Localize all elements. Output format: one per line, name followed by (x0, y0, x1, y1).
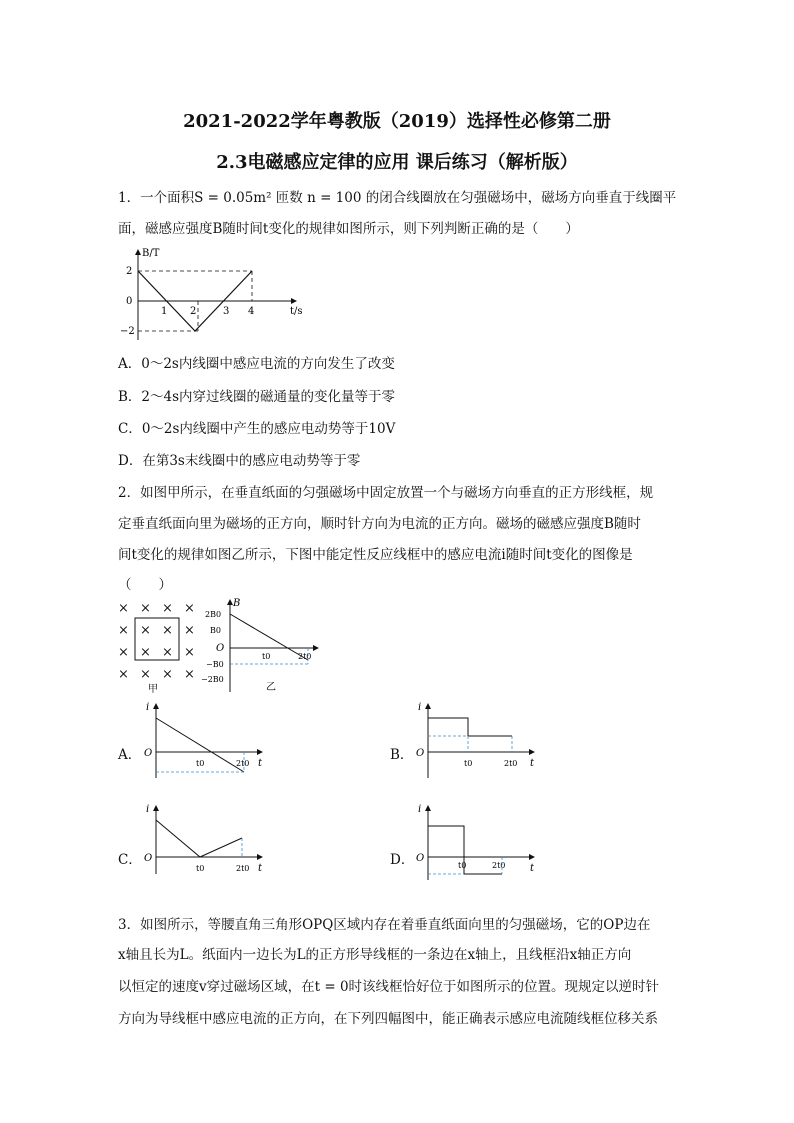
tick-b0: B0 (210, 626, 221, 635)
q2-option-c-graph[interactable] (140, 802, 270, 877)
fig-yi-label: 乙 (266, 682, 276, 693)
q1-stem-line1: 1．一个面积S = 0.05m² 匝数 n = 100 的闭合线圈放在匀强磁场中，磁场方向垂直于线圈平 (118, 190, 677, 206)
q2-option-c-label[interactable]: C． (118, 852, 142, 868)
svg-text:×: × (118, 667, 129, 682)
svg-text:×: × (162, 645, 173, 660)
svg-text:×: × (140, 623, 151, 638)
doc-title-line2: 2.3电磁感应定律的应用 课后练习（解析版） (216, 152, 578, 173)
tick-t0: t0 (196, 759, 205, 768)
tick-t0: t0 (262, 652, 271, 661)
svg-text:×: × (162, 623, 173, 638)
tick-neg-2b0: −2B0 (201, 675, 224, 684)
origin-label: O (144, 853, 153, 864)
q3-stem-line1: 3．如图所示，等腰直角三角形OPQ区域内存在着垂直纸面向里的匀强磁场，它的OP边在 (118, 917, 651, 933)
svg-text:×: × (118, 601, 129, 616)
i-axis-label: i (146, 804, 150, 815)
q2-fig-jia (112, 598, 208, 694)
q1-option-d[interactable]: D．在第3s末线圈中的感应电动势等于零 (118, 453, 361, 469)
t-axis-label: t (530, 863, 535, 874)
q2-stem-line1: 2．如图甲所示，在垂直纸面的匀强磁场中固定放置一个与磁场方向垂直的正方形线框，规 (118, 485, 654, 501)
x-tick-4: 4 (248, 306, 255, 317)
q2-option-d-label[interactable]: D． (390, 852, 415, 868)
q2-option-a-label[interactable]: A． (118, 747, 142, 763)
origin-label: O (144, 748, 153, 759)
y-tick-0: 0 (126, 296, 133, 307)
i-line (156, 820, 242, 857)
t-axis-label: t (258, 863, 263, 874)
svg-text:×: × (184, 645, 195, 660)
tick-2t0: 2t0 (236, 864, 250, 873)
i-axis-label: i (418, 804, 422, 815)
q1-bt-chart (118, 244, 308, 344)
t-axis-label: t (530, 758, 535, 769)
t-axis-label: t (258, 758, 263, 769)
tick-t0: t0 (458, 861, 467, 870)
q2-option-a-graph[interactable] (140, 700, 270, 780)
q2-stem-line4: （ ） (118, 577, 172, 593)
x-tick-1: 1 (161, 306, 168, 317)
svg-text:×: × (184, 623, 195, 638)
svg-text:×: × (140, 645, 151, 660)
i-axis-label: i (146, 702, 150, 713)
b-axis-label: B (233, 598, 241, 609)
fig-jia-label: 甲 (148, 684, 158, 694)
tick-2t0: 2t0 (492, 861, 506, 870)
q1-option-b[interactable]: B．2～4s内穿过线圈的磁通量的变化量等于零 (118, 389, 396, 405)
svg-text:×: × (162, 667, 173, 682)
q1-option-a[interactable]: A．0～2s内线圈中感应电流的方向发生了改变 (118, 356, 395, 372)
q3-stem-line4: 方向为导线框中感应电流的正方向，在下列四幅图中，能正确表示感应电流随线框位移关系 (118, 1011, 658, 1027)
i-axis-label: i (418, 702, 422, 713)
svg-text:×: × (184, 601, 195, 616)
q1-stem-line2: 面，磁感应强度B随时间t变化的规律如图所示，则下列判断正确的是（ ） (118, 221, 579, 237)
x-tick-3: 3 (223, 306, 230, 317)
q3-stem-line3: 以恒定的速度v穿过磁场区域，在t = 0时该线框恰好位于如图所示的位置。现规定以逆时针 (118, 979, 660, 995)
q2-stem-line3: 间t变化的规律如图乙所示，下图中能定性反应线框中的感应电流i随时间t变化的图像是 (118, 547, 633, 563)
y-axis-label: B/T (142, 248, 160, 259)
tick-2t0: 2t0 (504, 759, 518, 768)
x-axis-label: t/s (290, 306, 303, 317)
svg-text:×: × (118, 645, 129, 660)
svg-text:×: × (140, 601, 151, 616)
q2-option-b-graph[interactable] (412, 700, 542, 780)
q2-option-b-label[interactable]: B． (390, 747, 414, 763)
tick-t0: t0 (464, 759, 473, 768)
tick-2t0: 2t0 (298, 652, 312, 661)
q2-stem-line2: 定垂直纸面向里为磁场的正方向，顺时针方向为电流的正方向。磁场的磁感应强度B随时 (118, 516, 641, 532)
tick-2t0: 2t0 (236, 759, 250, 768)
q1-option-c[interactable]: C．0～2s内线圈中产生的感应电动势等于10V (118, 421, 396, 437)
q3-stem-line2: x轴且长为L。纸面内一边长为L的正方形导线框的一条边在x轴上，且线框沿x轴正方向 (118, 947, 632, 963)
y-tick-neg2: −2 (120, 326, 135, 337)
x-tick-2: 2 (190, 306, 197, 317)
svg-text:×: × (184, 667, 195, 682)
svg-text:×: × (118, 623, 129, 638)
y-tick-2: 2 (126, 266, 133, 277)
origin-label: O (416, 748, 425, 759)
svg-text:×: × (162, 601, 173, 616)
tick-neg-b0: −B0 (206, 660, 224, 669)
doc-title-line1: 2021-2022学年粤教版（2019）选择性必修第二册 (183, 111, 611, 132)
origin-label: O (416, 853, 425, 864)
q2-option-d-graph[interactable] (412, 802, 542, 882)
tick-origin: O (216, 643, 225, 654)
svg-text:×: × (140, 667, 151, 682)
tick-2b0: 2B0 (205, 610, 222, 619)
tick-t0: t0 (196, 864, 205, 873)
i-step-line (428, 718, 512, 736)
q2-fig-yi (200, 596, 325, 696)
cross-grid (118, 601, 195, 682)
